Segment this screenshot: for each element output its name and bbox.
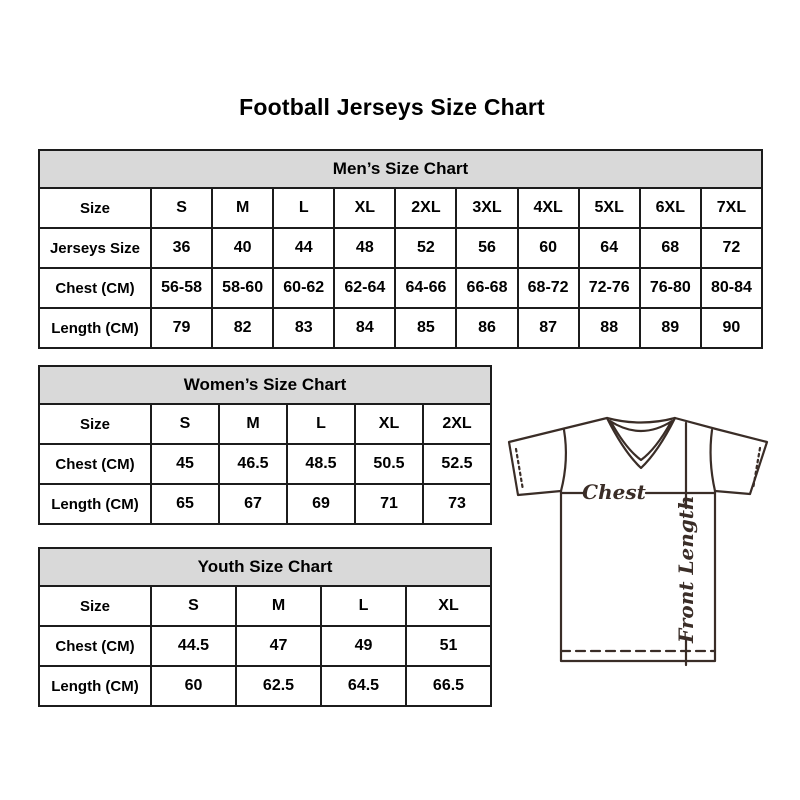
cell-value: 56 — [456, 228, 517, 268]
cell-value: M — [236, 586, 321, 626]
cell-value: 82 — [212, 308, 273, 348]
cell-value: 2XL — [423, 404, 491, 444]
table-header-row — [39, 366, 491, 404]
cell-value: S — [151, 404, 219, 444]
cell-value: 49 — [321, 626, 406, 666]
youth-size-chart-table — [38, 547, 492, 707]
cell-value: 83 — [273, 308, 334, 348]
cell-value: 87 — [518, 308, 579, 348]
cell-value: 76-80 — [640, 268, 701, 308]
cell-value: 64 — [579, 228, 640, 268]
cell-value: 60 — [518, 228, 579, 268]
table-row — [39, 666, 491, 706]
cell-value: 90 — [701, 308, 762, 348]
cell-value: L — [287, 404, 355, 444]
row-label: Jerseys Size — [39, 228, 151, 268]
cell-value: 4XL — [518, 188, 579, 228]
cell-value: 45 — [151, 444, 219, 484]
table-row — [39, 626, 491, 666]
jersey-outline — [509, 418, 767, 661]
cell-value: 48.5 — [287, 444, 355, 484]
mens-table-title: Men’s Size Chart — [39, 150, 762, 188]
row-label: Size — [39, 586, 151, 626]
cell-value: 48 — [334, 228, 395, 268]
page-title: Football Jerseys Size Chart — [239, 94, 545, 120]
row-label: Length (CM) — [39, 666, 151, 706]
cell-value: 44.5 — [151, 626, 236, 666]
cell-value: XL — [334, 188, 395, 228]
table-row — [39, 484, 491, 524]
cell-value: 88 — [579, 308, 640, 348]
cell-value: 6XL — [640, 188, 701, 228]
row-label: Length (CM) — [39, 308, 151, 348]
cell-value: 85 — [395, 308, 456, 348]
cell-value: 65 — [151, 484, 219, 524]
cell-value: S — [151, 188, 212, 228]
front-length-label: Front Length — [674, 495, 698, 643]
cell-value: 50.5 — [355, 444, 423, 484]
cell-value: 66.5 — [406, 666, 491, 706]
cell-value: L — [321, 586, 406, 626]
table-row — [39, 586, 491, 626]
cell-value: 60-62 — [273, 268, 334, 308]
womens-table-title: Women’s Size Chart — [39, 366, 491, 404]
jersey-right-sleeve-seam — [711, 430, 715, 491]
table-header-row — [39, 150, 762, 188]
womens-size-chart-table — [38, 365, 492, 525]
row-label: Size — [39, 404, 151, 444]
cell-value: L — [273, 188, 334, 228]
cell-value: 60 — [151, 666, 236, 706]
cell-value: 69 — [287, 484, 355, 524]
jersey-measurement-diagram — [504, 402, 774, 682]
cell-value: XL — [355, 404, 423, 444]
table-row — [39, 268, 762, 308]
cell-value: 46.5 — [219, 444, 287, 484]
cell-value: 67 — [219, 484, 287, 524]
cell-value: 56-58 — [151, 268, 212, 308]
row-label: Length (CM) — [39, 484, 151, 524]
cell-value: 62.5 — [236, 666, 321, 706]
table-row — [39, 188, 762, 228]
cell-value: 52.5 — [423, 444, 491, 484]
cell-value: 58-60 — [212, 268, 273, 308]
row-label: Chest (CM) — [39, 444, 151, 484]
jersey-left-sleeve-seam — [561, 430, 566, 491]
cell-value: 79 — [151, 308, 212, 348]
chest-label: Chest — [582, 480, 646, 504]
cell-value: M — [212, 188, 273, 228]
cell-value: 64-66 — [395, 268, 456, 308]
table-row — [39, 308, 762, 348]
table-row — [39, 228, 762, 268]
cell-value: 40 — [212, 228, 273, 268]
cell-value: 71 — [355, 484, 423, 524]
cell-value: 73 — [423, 484, 491, 524]
cell-value: 80-84 — [701, 268, 762, 308]
cell-value: XL — [406, 586, 491, 626]
cell-value: 72-76 — [579, 268, 640, 308]
row-label: Size — [39, 188, 151, 228]
cell-value: 62-64 — [334, 268, 395, 308]
cell-value: 68 — [640, 228, 701, 268]
cell-value: 86 — [456, 308, 517, 348]
cell-value: 2XL — [395, 188, 456, 228]
cell-value: 44 — [273, 228, 334, 268]
mens-size-chart-table — [38, 149, 763, 349]
row-label: Chest (CM) — [39, 626, 151, 666]
cell-value: 3XL — [456, 188, 517, 228]
table-row — [39, 444, 491, 484]
cell-value: 36 — [151, 228, 212, 268]
cell-value: 89 — [640, 308, 701, 348]
cell-value: 51 — [406, 626, 491, 666]
table-row — [39, 404, 491, 444]
cell-value: 72 — [701, 228, 762, 268]
cell-value: 52 — [395, 228, 456, 268]
cell-value: 5XL — [579, 188, 640, 228]
table-header-row — [39, 548, 491, 586]
cell-value: 47 — [236, 626, 321, 666]
cell-value: M — [219, 404, 287, 444]
cell-value: 64.5 — [321, 666, 406, 706]
cell-value: S — [151, 586, 236, 626]
row-label: Chest (CM) — [39, 268, 151, 308]
cell-value: 68-72 — [518, 268, 579, 308]
cell-value: 66-68 — [456, 268, 517, 308]
cell-value: 84 — [334, 308, 395, 348]
cell-value: 7XL — [701, 188, 762, 228]
youth-table-title: Youth Size Chart — [39, 548, 491, 586]
